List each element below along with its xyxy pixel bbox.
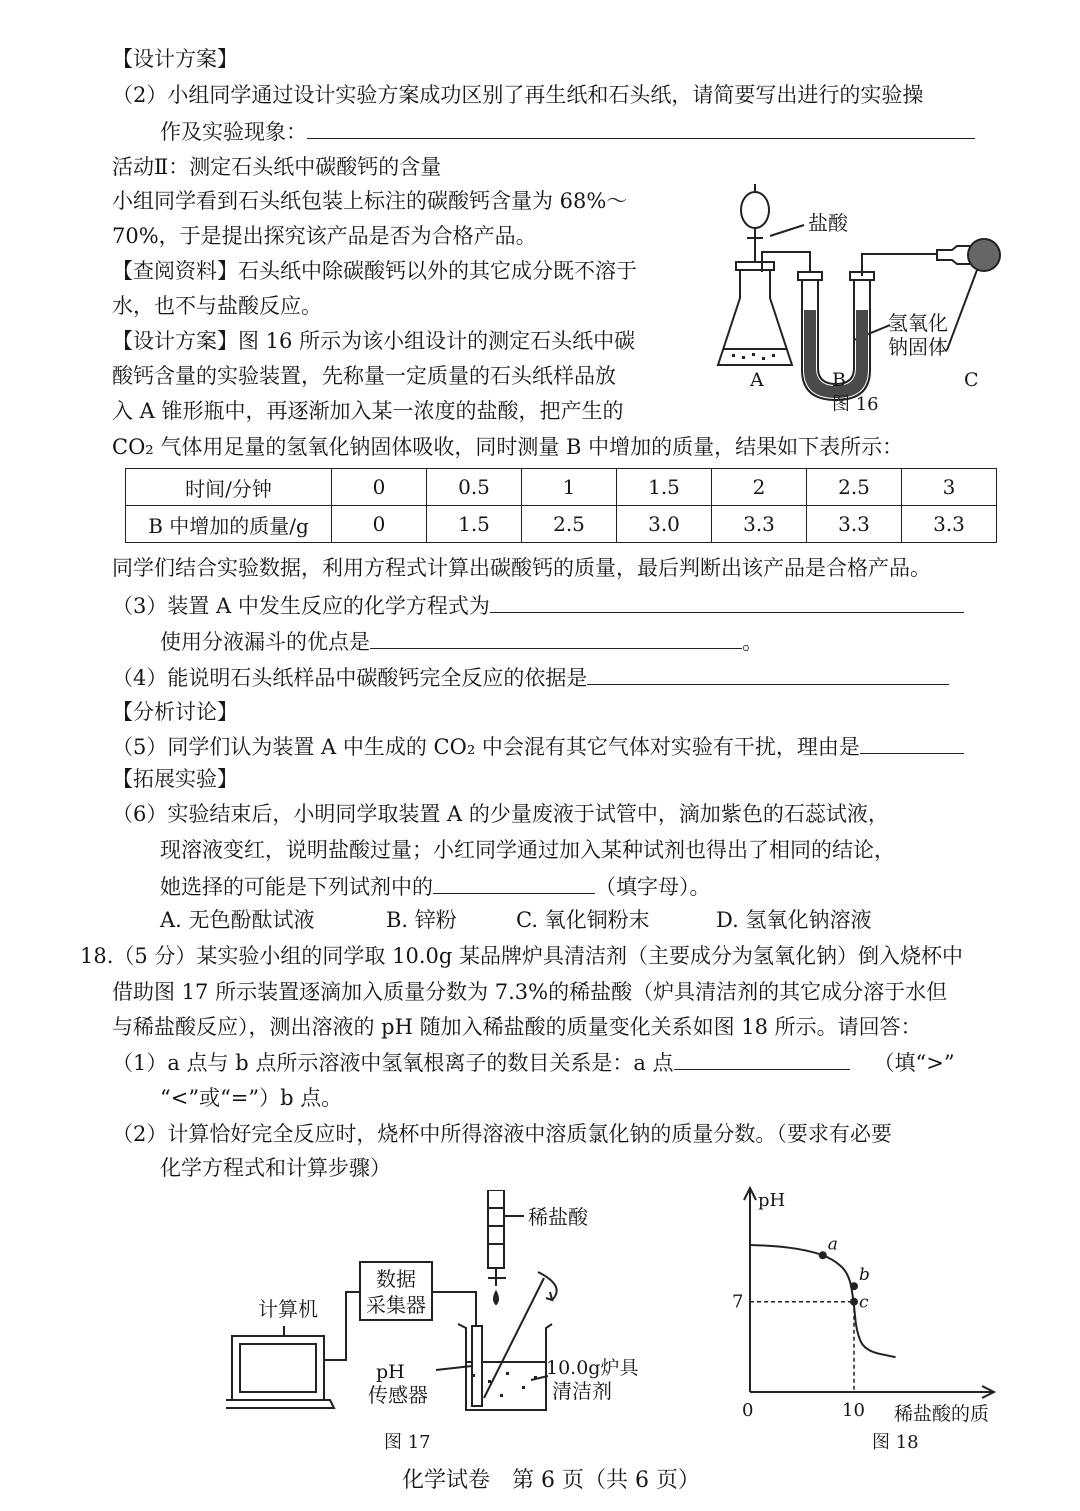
q18-sub1-text: （1）a 点与 b 点所示溶液中氢氧根离子的数目关系是：a 点: [112, 1051, 674, 1075]
figure-17-apparatus: [226, 1190, 646, 1460]
table-cell: 1.5: [617, 469, 712, 506]
fig18-point-b-label: b: [859, 1265, 870, 1286]
table-cell: 3.0: [617, 506, 712, 543]
q3-line1-text: （3）装置 A 中发生反应的化学方程式为: [112, 594, 490, 618]
q18-sub1-line1: [112, 1047, 955, 1078]
q4-answer-blank[interactable]: [587, 662, 949, 685]
fig17-caption: 图 17: [384, 1432, 431, 1453]
after-table-text: 同学们结合实验数据，利用方程式计算出碳酸钙的质量，最后判断出该产品是合格产品。: [112, 556, 931, 580]
q3-line2-end: 。: [742, 630, 763, 654]
table-row: [126, 506, 997, 543]
fig17-label-acid: 稀盐酸: [528, 1205, 588, 1229]
q18-line3: 与稀盐酸反应），测出溶液的 pH 随加入稀盐酸的质量变化关系如图 18 所示。请回答：: [112, 1015, 922, 1039]
fig17-label-computer: 计算机: [258, 1297, 318, 1321]
table-row: [126, 469, 997, 506]
section-header-design: 【设计方案】: [112, 47, 238, 71]
q2-answer-blank[interactable]: [307, 116, 975, 139]
fig16-label-naoh-2: 钠固体: [888, 335, 948, 359]
fig17-label-cleaner-1: 10.0g炉具: [546, 1357, 639, 1379]
fig16-label-a: A: [750, 369, 764, 391]
design-line3: 入 A 锥形瓶中，再逐渐加入某一浓度的盐酸，把产生的: [112, 399, 624, 423]
data-point-a: [819, 1251, 827, 1259]
q6-option-b: B. 锌粉: [386, 908, 457, 932]
q3-advantage-blank[interactable]: [370, 626, 742, 649]
figure-16-apparatus: [712, 180, 1012, 420]
q2-line1: （2）小组同学通过设计实验方案成功区别了再生纸和石头纸，请简要写出进行的实验操: [112, 83, 924, 107]
fig16-label-naoh-1: 氢氧化: [888, 311, 948, 335]
info-line1: 【查阅资料】石头纸中除碳酸钙以外的其它成分既不溶于: [112, 259, 637, 283]
table-cell: 2: [712, 469, 807, 506]
q18-sub1-blank[interactable]: [674, 1047, 850, 1070]
design-line4: CO₂ 气体用足量的氢氧化钠固体吸收，同时测量 B 中增加的质量，结果如下表所示：: [112, 435, 904, 459]
q6-option-d: D. 氢氧化钠溶液: [716, 908, 872, 932]
fig16-label-b: B: [832, 369, 846, 391]
design-line1: 【设计方案】图 16 所示为该小组设计的测定石头纸中碳: [112, 329, 636, 353]
figure-18-ph-chart: [722, 1186, 1022, 1458]
fig16-caption: 图 16: [832, 394, 879, 415]
q4-text: （4）能说明石头纸样品中碳酸钙完全反应的依据是: [112, 666, 588, 690]
q18-line1: 18.（5 分）某实验小组的同学取 10.0g 某品牌炉具清洁剂（主要成分为氢氧化钠）倒入烧杯中: [80, 944, 963, 968]
fig18-point-a-label: a: [827, 1234, 838, 1255]
q3-equation-blank[interactable]: [490, 590, 964, 613]
table-cell: 0: [332, 469, 427, 506]
table-cell: 2.5: [807, 469, 902, 506]
section-header-extend: 【拓展实验】: [112, 767, 238, 791]
info-line2: 水，也不与盐酸反应。: [112, 294, 322, 318]
data-point-b: [850, 1282, 858, 1290]
q3-line1: [112, 590, 964, 621]
fig18-tick-10: 10: [842, 1400, 865, 1421]
design-line2: 酸钙含量的实验装置，先称量一定质量的石头纸样品放: [112, 364, 616, 388]
activity2-title: 活动Ⅱ：测定石头纸中碳酸钙的含量: [112, 155, 442, 179]
activity2-para1-line1: 小组同学看到石头纸包装上标注的碳酸钙含量为 68%～: [112, 189, 628, 213]
section-header-analysis: 【分析讨论】: [112, 700, 238, 724]
q5-line: [112, 731, 964, 762]
activity2-para1-line2: 70%，于是提出探究该产品是否为合格产品。: [112, 224, 537, 248]
q6-option-a: A. 无色酚酞试液: [160, 908, 315, 932]
q4-line: [112, 662, 949, 693]
fig18-xlabel: 稀盐酸的质: [894, 1403, 990, 1425]
q6-option-c: C. 氧化铜粉末: [516, 908, 650, 932]
q3-line2: [160, 626, 763, 657]
q5-text: （5）同学们认为装置 A 中生成的 CO₂ 中会混有其它气体对实验有干扰，理由是: [112, 735, 860, 759]
fig17-label-cleaner-2: 清洁剂: [552, 1379, 612, 1403]
q6-line2: 现溶液变红，说明盐酸过量；小红同学通过加入某种试剂也得出了相同的结论，: [160, 838, 895, 862]
fig16-label-acid: 盐酸: [808, 211, 848, 235]
q18-sub2-line2: 化学方程式和计算步骤）: [160, 1156, 391, 1180]
table-row-header: 时间/分钟: [126, 469, 332, 506]
fig18-point-c-label: c: [859, 1292, 869, 1313]
table-cell: 0: [332, 506, 427, 543]
q6-answer-blank[interactable]: [433, 871, 595, 894]
table-cell: 0.5: [427, 469, 522, 506]
fig17-label-data-1: 数据: [376, 1267, 416, 1291]
mass-time-table: [125, 468, 997, 543]
q2-line2: [160, 116, 975, 147]
table-cell: 3.3: [807, 506, 902, 543]
q3-line2-text: 使用分液漏斗的优点是: [160, 630, 370, 654]
table-cell: 2.5: [522, 506, 617, 543]
q6-line1: （6）实验结束后，小明同学取装置 A 的少量废液于试管中，滴加紫色的石蕊试液，: [112, 802, 889, 826]
data-point-c: [850, 1298, 858, 1306]
fig17-label-ph-2: 传感器: [368, 1383, 428, 1407]
table-cell: 3.3: [902, 506, 997, 543]
fig18-tick-7: 7: [732, 1291, 744, 1313]
q6-line3-end: （填字母）。: [595, 875, 711, 899]
q18-sub1-line2: “<”或“=”）b 点。: [160, 1086, 343, 1110]
table-cell: 1.5: [427, 506, 522, 543]
q18-sub2-line1: （2）计算恰好完全反应时，烧杯中所得溶液中溶质氯化钠的质量分数。（要求有必要: [112, 1122, 892, 1146]
q18-sub1-hint: （填“>”: [873, 1051, 955, 1075]
q5-answer-blank[interactable]: [860, 731, 964, 754]
q18-line2: 借助图 17 所示装置逐滴加入质量分数为 7.3%的稀盐酸（炉具清洁剂的其它成分溶于水但: [112, 980, 948, 1004]
q2-line2-text: 作及实验现象：: [160, 120, 307, 144]
table-row-header: B 中增加的质量/g: [126, 506, 332, 543]
fig16-label-c: C: [964, 369, 979, 391]
table-cell: 3.3: [712, 506, 807, 543]
q6-line3: [160, 871, 711, 902]
q6-line3-text: 她选择的可能是下列试剂中的: [160, 875, 433, 899]
fig17-label-data-2: 采集器: [366, 1293, 426, 1317]
table-cell: 1: [522, 469, 617, 506]
fig18-caption: 图 18: [872, 1432, 919, 1453]
fig18-ylabel: pH: [758, 1190, 786, 1211]
fig18-tick-0: 0: [742, 1400, 754, 1421]
fig17-label-ph-1: pH: [376, 1361, 405, 1383]
page-footer: 化学试卷 第 6 页（共 6 页）: [402, 1468, 700, 1493]
table-cell: 3: [902, 469, 997, 506]
